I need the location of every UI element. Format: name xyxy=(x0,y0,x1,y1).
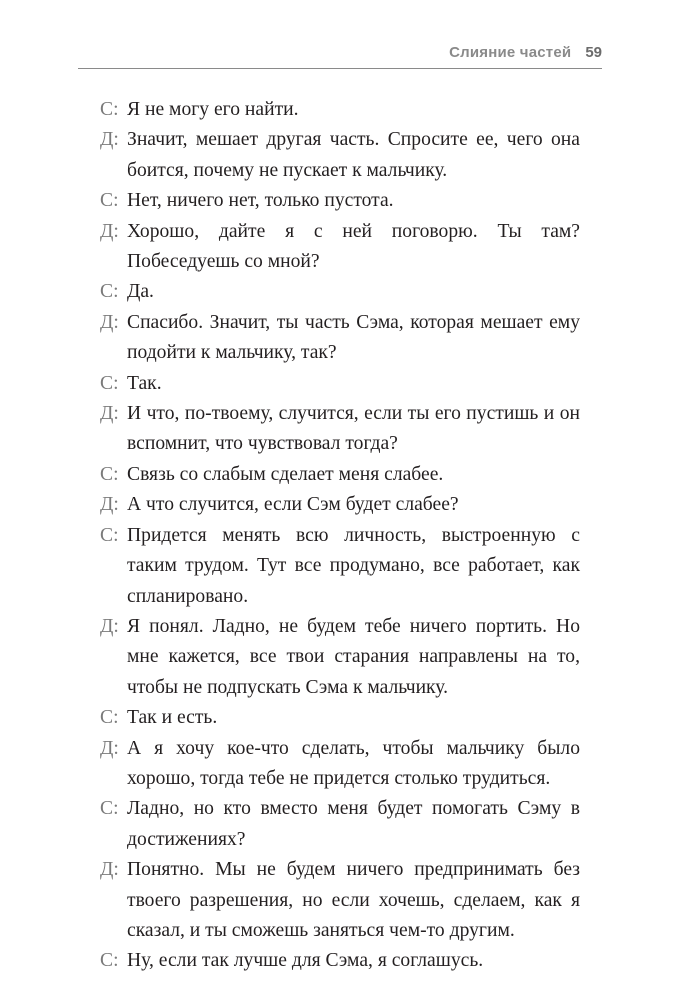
dialogue-turn xyxy=(100,308,580,369)
dialogue-turn xyxy=(100,277,580,307)
turn-text: Я не могу его найти. xyxy=(127,99,299,120)
dialogue-turn xyxy=(100,399,580,460)
dialogue-turn xyxy=(100,490,580,520)
turn-text: Значит, мешает другая часть. Спросите ее, чего она боится, почему не пускает к мальчику. xyxy=(127,129,580,181)
turn-text: А что случится, если Сэм будет слабее? xyxy=(127,494,459,516)
turn-text: Так. xyxy=(127,372,162,394)
speaker-label: Д: xyxy=(100,129,119,151)
speaker-label: С: xyxy=(100,950,119,972)
dialogue-turn xyxy=(100,521,580,612)
speaker-label: С: xyxy=(100,99,119,120)
speaker-label: С: xyxy=(100,463,119,485)
speaker-label: С: xyxy=(100,372,119,394)
turn-text: Хорошо, дайте я с ней поговорю. Ты там? Побеседуешь со мной? xyxy=(127,220,580,273)
speaker-label: Д: xyxy=(100,494,119,516)
header-rule xyxy=(78,68,602,69)
dialogue-turn xyxy=(100,460,580,490)
dialogue-turn xyxy=(100,794,580,855)
turn-text: А я хочу кое-что сделать, чтобы мальчику было хорошо, тогда тебе не придется столько трудиться. xyxy=(127,737,580,789)
turn-text: Да. xyxy=(127,281,154,303)
dialogue-turn xyxy=(100,186,580,216)
dialogue-turn xyxy=(100,703,580,733)
turn-text: Спасибо. Значит, ты часть Сэма, которая мешает ему подойти к мальчику, так? xyxy=(127,311,580,364)
speaker-label: Д: xyxy=(100,859,119,881)
dialogue-turn xyxy=(100,612,580,703)
speaker-label: С: xyxy=(100,524,119,546)
speaker-label: С: xyxy=(100,281,119,303)
speaker-label: Д: xyxy=(100,311,119,333)
speaker-label: С: xyxy=(100,798,119,820)
speaker-label: С: xyxy=(100,190,119,212)
turn-text: Ну, если так лучше для Сэма, я соглашусь. xyxy=(127,950,484,972)
turn-text: Связь со слабым сделает меня слабее. xyxy=(127,463,444,485)
turn-text: Ладно, но кто вместо меня будет помогать Сэму в достижениях? xyxy=(127,798,580,850)
dialogue-turn xyxy=(100,95,580,125)
dialogue-turn xyxy=(100,369,580,399)
speaker-label: Д: xyxy=(100,615,119,637)
turn-text: И что, по-твоему, случится, если ты его пустишь и он вспомнит, что чувствовал тогда? xyxy=(127,403,580,455)
turn-text: Я понял. Ладно, не будем тебе ничего портить. Но мне кажется, все твои старания направлены на то, чтобы не подпускать Сэма к мальчику. xyxy=(127,615,580,698)
dialogue-turn xyxy=(100,946,580,976)
turn-text: Придется менять всю личность, выстроенную с таким трудом. Тут все продумано, все работает, как спланировано. xyxy=(127,524,580,607)
speaker-label: Д: xyxy=(100,220,119,242)
speaker-label: С: xyxy=(100,707,119,729)
dialogue xyxy=(100,95,580,977)
dialogue-turn xyxy=(100,855,580,946)
dialogue-turn xyxy=(100,734,580,795)
running-head xyxy=(449,44,602,68)
turn-text: Так и есть. xyxy=(127,707,218,729)
speaker-label: Д: xyxy=(100,403,119,425)
speaker-label: Д: xyxy=(100,737,119,759)
page-number: 59 xyxy=(585,44,602,61)
turn-text: Нет, ничего нет, только пустота. xyxy=(127,190,394,212)
dialogue-turn xyxy=(100,217,580,278)
dialogue-turn xyxy=(100,125,580,186)
running-title: Слияние частей xyxy=(449,44,572,61)
turn-text: Понятно. Мы не будем ничего предпринимать без твоего разрешения, но если хочешь, сделаем, как я сказал, и ты сможешь заняться чем-то другим. xyxy=(127,859,580,941)
